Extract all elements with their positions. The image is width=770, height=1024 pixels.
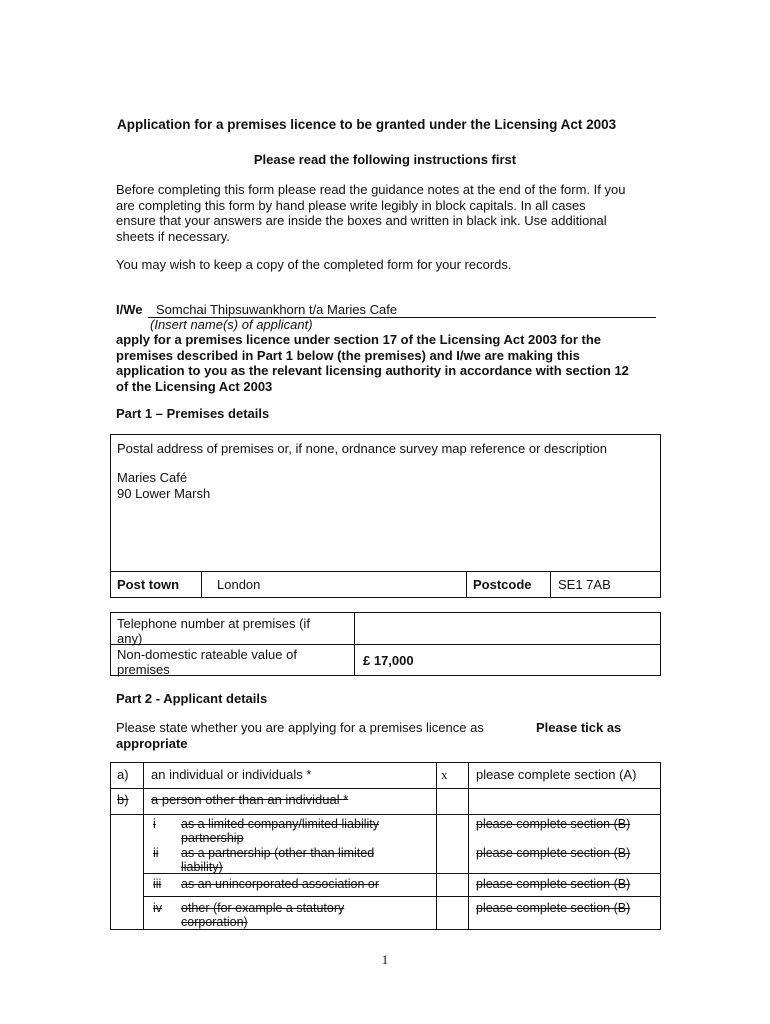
- part2-heading: Part 2 - Applicant details: [116, 691, 268, 706]
- subrow-iv-num: iv: [153, 901, 163, 915]
- rateable-value[interactable]: £ 17,000: [363, 653, 414, 668]
- telephone-label: [117, 616, 310, 646]
- subrow-text-line: as a partnership (other than limited: [181, 846, 375, 860]
- tick-instruction: Please tick as: [536, 720, 622, 735]
- declaration-line: apply for a premises licence under section 17 of the Licensing Act 2003 for the: [116, 332, 601, 347]
- subrow-i-num: i: [153, 817, 156, 831]
- subrow-text-line: as a limited company/limited liability: [181, 817, 379, 831]
- premises-address-box[interactable]: [110, 434, 661, 598]
- row-b-letter: b): [117, 792, 129, 807]
- post-town-value[interactable]: London: [217, 577, 261, 592]
- applicant-row: [116, 302, 656, 317]
- form-title: Application for a premises licence to be granted under the Licensing Act 2003: [117, 117, 617, 132]
- part1-heading: Part 1 – Premises details: [116, 406, 270, 421]
- telephone-label-line: any): [117, 631, 143, 646]
- part2-question: Please state whether you are applying for a premises licence as: [116, 720, 484, 735]
- page-number: 1: [381, 952, 389, 967]
- applicant-name: Somchai Thipsuwankhorn t/a Maries Cafe: [156, 302, 398, 317]
- declaration-line: application to you as the relevant licensing authority in accordance with section 12: [116, 363, 629, 378]
- row-a-letter: a): [117, 767, 129, 782]
- subrow-text-line: other (for example a statutory: [181, 901, 345, 915]
- subrow-ii-num: ii: [153, 846, 159, 860]
- subrow-iii-text: [181, 877, 379, 891]
- rateable-label: [117, 647, 297, 677]
- address-label: Postal address of premises or, if none, ordnance survey map reference or description: [117, 441, 607, 456]
- telephone-field[interactable]: [361, 621, 651, 639]
- instructions-line: ensure that your answers are inside the boxes and written in black ink. Use additional: [116, 213, 607, 228]
- copy-note: You may wish to keep a copy of the completed form for your records.: [116, 257, 512, 272]
- postcode-value[interactable]: SE1 7AB: [558, 577, 611, 592]
- row-a-tickbox[interactable]: x: [441, 767, 448, 782]
- instructions-line: are completing this form by hand please write legibly in block capitals. In all cases: [116, 197, 586, 213]
- row-a-action: please complete section (A): [476, 767, 637, 782]
- subrow-ii-text: [181, 846, 374, 874]
- subrow-iii-action: please complete section (B): [476, 877, 631, 891]
- subrow-iii-num: iii: [153, 877, 162, 891]
- part2-question-cont: appropriate: [116, 736, 188, 751]
- declaration-line: premises described in Part 1 below (the premises) and I/we are making this: [116, 347, 580, 363]
- address-line: 90 Lower Marsh: [117, 485, 211, 501]
- subrow-text-line: corporation): [181, 915, 248, 929]
- declaration-paragraph: [116, 332, 676, 394]
- instructions-paragraph: [116, 182, 661, 244]
- row-b-tickbox[interactable]: [441, 792, 465, 810]
- postcode-label: Postcode: [473, 577, 532, 592]
- subrow-iv-text: [181, 901, 344, 929]
- declaration-line: of the Licensing Act 2003: [116, 378, 273, 394]
- applicant-hint: (Insert name(s) of applicant): [150, 317, 313, 332]
- form-subtitle: Please read the following instructions first: [253, 152, 517, 167]
- applicant-label: I/We: [116, 302, 143, 317]
- applicant-type-table: [110, 762, 661, 930]
- row-a-text: an individual or individuals *: [151, 767, 312, 782]
- subrow-i-text: [181, 817, 379, 845]
- subrow-text-line: partnership: [181, 831, 244, 845]
- address-line: Maries Café: [117, 470, 188, 485]
- instructions-line: Before completing this form please read the guidance notes at the end of the form. If you: [116, 182, 626, 197]
- rateable-label-line: premises: [117, 662, 170, 677]
- instructions-line: sheets if necessary.: [116, 228, 230, 244]
- premises-extra-table: [110, 612, 661, 676]
- subrow-text-line: as an unincorporated association or: [181, 877, 380, 891]
- row-b-text: a person other than an individual *: [151, 792, 349, 807]
- post-town-label: Post town: [117, 577, 180, 592]
- subrow-i-action: please complete section (B): [476, 817, 631, 831]
- rateable-label-line: Non-domestic rateable value of: [117, 647, 297, 662]
- subrow-iv-action: please complete section (B): [476, 901, 631, 915]
- subrow-ii-action: please complete section (B): [476, 846, 631, 860]
- telephone-label-line: Telephone number at premises (if: [117, 616, 310, 631]
- address-value: [117, 470, 210, 501]
- subrow-text-line: liability): [181, 860, 223, 874]
